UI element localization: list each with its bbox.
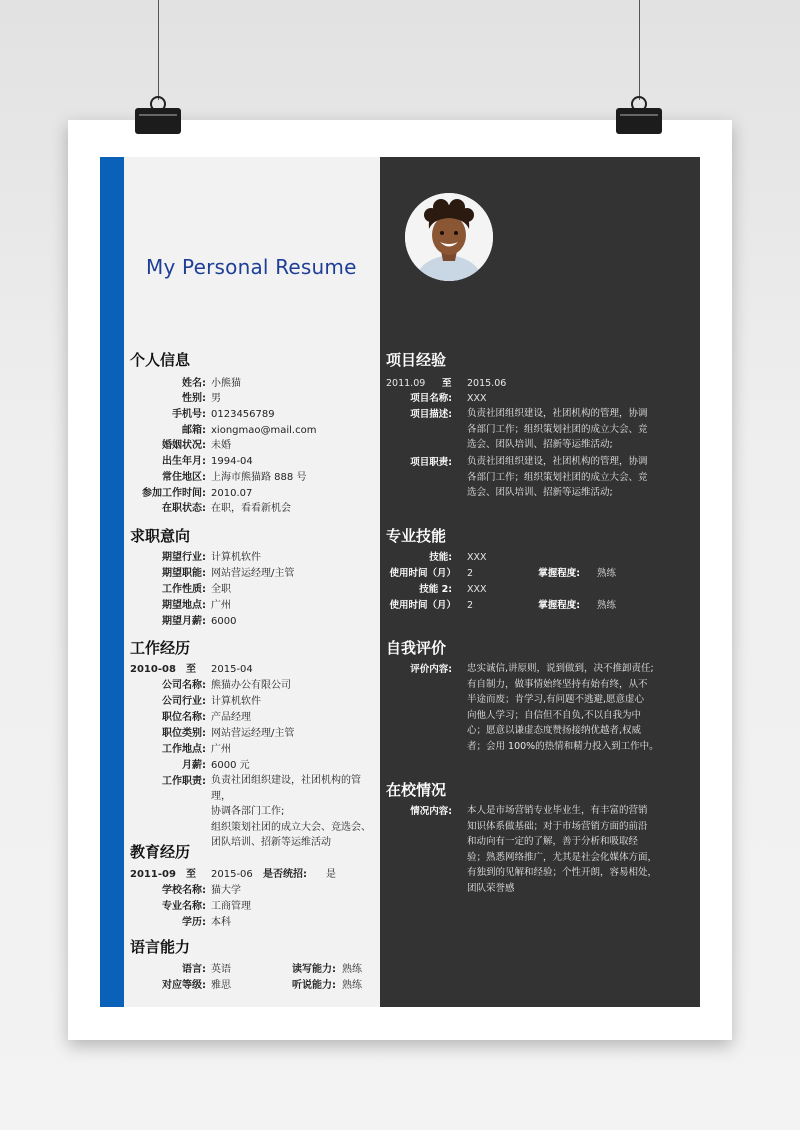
project-desc-label-row: 项目描述:	[410, 409, 452, 420]
hanging-string-left	[158, 0, 159, 100]
edu-date-row: 2011-09 至 2015-06 是否统招: 是	[130, 869, 336, 880]
language-row: 对应等级: 雅思 听说能力: 熟练	[162, 980, 362, 991]
info-row: 常住地区: 上海市熊猫路 888 号	[162, 472, 307, 483]
intent-row: 期望地点: 广州	[162, 600, 231, 611]
info-row: 出生年月: 1994-04	[162, 456, 253, 467]
work-duty-text: 负责社团组织建设，社团机构的管理， 协调各部门工作; 组织策划社团的成立大会、竞选会、 团队培训、招新等运维活动	[211, 775, 371, 848]
section-personal-info: 个人信息	[130, 351, 191, 369]
binder-clip-right-icon	[616, 96, 662, 136]
binder-clip-left-icon	[135, 96, 181, 136]
campus-text: 本人是市场营销专业毕业生，有丰富的营销 知识体系做基础；对于市场营销方面的前沿 和动向有一定的了解，善于分析和吸取经 验；熟悉网络推广，尤其是社会化媒体方面， 有独到的见解和经验；个性开朗，容易相处， 团队荣誉感	[467, 805, 658, 894]
project-duty-text: 负责社团组织建设，社团机构的管理，协调 各部门工作；组织策划社团的成立大会、竞 选会、团队培训、招新等运维活动;	[467, 456, 648, 498]
work-row: 职位类别: 网站营运经理/主管	[162, 728, 295, 739]
edu-row: 学历: 本科	[182, 917, 231, 928]
section-project: 项目经验	[386, 351, 447, 369]
info-row: 参加工作时间: 2010.07	[142, 488, 253, 499]
info-row: 邮箱: xiongmao@mail.com	[182, 425, 317, 436]
resume-title: My Personal Resume	[146, 255, 357, 279]
work-row: 工作地点: 广州	[162, 744, 231, 755]
section-education: 教育经历	[130, 843, 191, 861]
info-row: 手机号: 0123456789	[172, 409, 275, 420]
edu-row: 专业名称: 工商管理	[162, 901, 251, 912]
language-row: 语言: 英语 读写能力: 熟练	[182, 964, 362, 975]
intent-row: 期望月薪: 6000	[162, 616, 237, 627]
skill-row: 使用时间（月） 2 掌握程度: 熟练	[389, 568, 617, 579]
edu-row: 学校名称: 猫大学	[162, 885, 241, 896]
info-row: 婚姻状况: 未婚	[162, 440, 231, 451]
work-row: 公司名称: 熊猫办公有限公司	[162, 680, 291, 691]
intent-row: 期望职能: 网站营运经理/主管	[162, 568, 295, 579]
info-row: 性别: 男	[182, 393, 221, 404]
profile-photo	[405, 193, 493, 281]
work-row: 公司行业: 计算机软件	[162, 696, 261, 707]
skill-row: 使用时间（月） 2 掌握程度: 熟练	[389, 600, 617, 611]
project-date-row: 2011.09 至 2015.06	[386, 378, 507, 389]
project-name-row: 项目名称: XXX	[410, 393, 487, 404]
section-work-experience: 工作经历	[130, 639, 191, 657]
skill-row: 技能 2: XXX	[419, 584, 487, 595]
section-job-intent: 求职意向	[130, 527, 191, 545]
self-eval-label-row: 评价内容:	[410, 664, 452, 675]
work-date-row: 2010-08 至 2015-04	[130, 664, 253, 675]
hanging-string-right	[639, 0, 640, 100]
resume-page	[100, 157, 700, 1007]
work-row: 职位名称: 产品经理	[162, 712, 251, 723]
section-language: 语言能力	[130, 938, 191, 956]
section-self-evaluation: 自我评价	[386, 639, 447, 657]
work-duty-label-row: 工作职责:	[162, 776, 206, 787]
intent-row: 期望行业: 计算机软件	[162, 552, 261, 563]
info-row: 在职状态: 在职，看看新机会	[162, 503, 291, 514]
self-eval-text: 忠实诚信,讲原则，说到做到，决不推卸责任; 有自制力，做事情始终坚持有始有终，从不 半途而废；肯学习,有问题不逃避,愿意虚心 向他人学习；自信但不自负,不以自我为中 心；愿意以谦虚态度赞扬接纳优越者,权威 者；会用 100%的热情和精力投入到工作中。	[467, 663, 659, 752]
work-row: 月薪: 6000 元	[182, 760, 250, 771]
section-skills: 专业技能	[386, 527, 447, 545]
skill-row: 技能: XXX	[429, 552, 487, 563]
campus-label-row: 情况内容:	[410, 806, 452, 817]
project-duty-label-row: 项目职责:	[410, 457, 452, 468]
section-campus: 在校情况	[386, 781, 447, 799]
intent-row: 工作性质: 全职	[162, 584, 231, 595]
project-desc-text: 负责社团组织建设，社团机构的管理，协调 各部门工作；组织策划社团的成立大会、竞 选会、团队培训、招新等运维活动;	[467, 408, 648, 450]
info-row: 姓名: 小熊猫	[182, 378, 241, 389]
